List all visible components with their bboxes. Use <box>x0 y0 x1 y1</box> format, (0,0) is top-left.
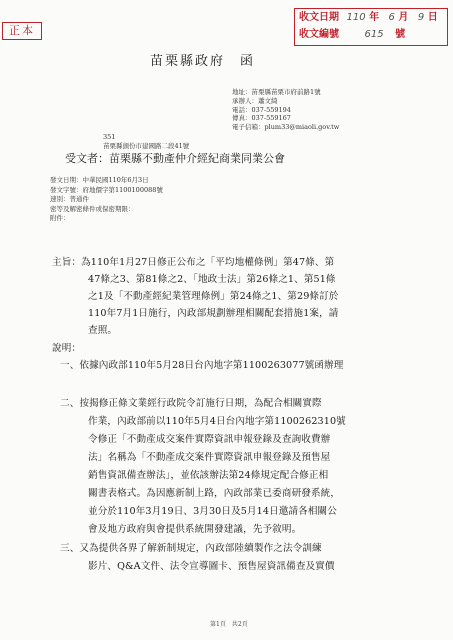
explanation-item-2-line-2: 作業，內政部前以110年5月4日台內地字第1100262310號 <box>88 416 346 427</box>
contact-officer: 承辦人：蕭文綺 <box>232 96 278 105</box>
receipt-number-unit: 號 <box>395 29 406 40</box>
receipt-date-year-unit: 年 <box>369 12 380 23</box>
contact-email: 電子信箱：plum33@miaoli.gov.tw <box>232 123 340 132</box>
subject-line-1: 主旨：為110年1月27日修正公布之「平均地權條例」第47條、第 <box>52 257 335 268</box>
contact-phone: 電話：037-559194 <box>232 105 291 114</box>
original-copy-stamp: 正本 <box>2 22 42 40</box>
subject-line-5: 查照。 <box>88 325 118 336</box>
explanation-item-3-line-2: 影片、Q&A文件、法令宣導圖卡、預售屋資訊備查及實價 <box>88 561 335 572</box>
confidentiality: 密等及解密條件或保密期限： <box>50 204 135 213</box>
subject-line-3: 之1及「不動產經紀業管理條例」第24條之1、第29條訂於 <box>88 291 339 302</box>
receipt-stamp <box>294 8 448 46</box>
explanation-item-1: 一、依據內政部110年5月28日台內地字第1100263077號函辦理 <box>60 360 344 371</box>
receipt-date-year: 110 <box>346 12 366 23</box>
document-title: 苗栗縣政府 函 <box>150 54 256 69</box>
subject-line-4: 110年7月1日施行，內政部規劃辦理相關配套措施1案，請 <box>88 308 339 319</box>
explanation-heading: 說明： <box>52 343 82 354</box>
receipt-date-month-unit: 月 <box>398 12 409 23</box>
attachments: 附件： <box>50 214 70 223</box>
receipt-date-month: 6 <box>388 12 395 23</box>
explanation-item-2-line-3: 令修正「不動產成交案件實際資訊申報登錄及查詢收費辦 <box>88 434 331 445</box>
addressee-address: 苗栗縣頭份市建國路二段41號 <box>103 142 190 150</box>
subject-line-2: 47條之3、第81條之2、「地政士法」第26條之1、第51條 <box>88 274 336 285</box>
receipt-number-row <box>299 27 405 43</box>
urgency: 速別：普通件 <box>50 195 89 204</box>
issue-date: 發文日期：中華民國110年6月3日 <box>50 176 149 184</box>
contact-address: 地址：苗栗縣苗栗市府前路1號 <box>232 88 321 96</box>
contact-block <box>232 88 339 132</box>
explanation-item-3-line-1: 三、又為提供各界了解新制規定，內政部陸續製作之法令訓練 <box>60 543 322 554</box>
receipt-number-label: 收文編號 <box>299 29 339 40</box>
explanation-item-2-line-5: 銷售資訊備查辦法」，並依該辦法第24條規定配合修正相 <box>88 470 329 481</box>
document-meta <box>50 176 163 224</box>
contact-fax: 傳真：037-559167 <box>232 114 291 123</box>
page-number: 第1頁 共2頁 <box>210 621 248 628</box>
receipt-date-row <box>299 10 438 26</box>
explanation-item-2-line-7: 並分於110年3月19日、3月30日及5月14日邀請各相關公 <box>88 506 337 517</box>
explanation-item-2-line-8: 會及地方政府與會提供系統開發建議，先予敘明。 <box>88 524 302 535</box>
receipt-number-value: 615 <box>364 29 384 40</box>
receipt-date-day: 9 <box>417 12 425 23</box>
addressee-zip: 351 <box>103 133 116 141</box>
explanation-item-2-line-6: 關書表格式。為因應新制上路，內政部業已委商研發系統， <box>88 488 341 499</box>
explanation-item-2-line-4: 法」名稱為「不動產成交案件實際資訊申報登錄及預售屋 <box>88 452 331 463</box>
receipt-date-day-unit: 日 <box>427 12 438 23</box>
receipt-date-label: 收文日期 <box>299 12 339 23</box>
explanation-item-2-line-1: 二、按揭修正條文業經行政院令訂施行日期，為配合相關實際 <box>60 398 322 409</box>
recipient-line: 受文者：苗栗縣不動產仲介經紀商業同業公會 <box>65 152 285 165</box>
issue-number: 發文字號：府地價字第1100100088號 <box>50 185 163 194</box>
